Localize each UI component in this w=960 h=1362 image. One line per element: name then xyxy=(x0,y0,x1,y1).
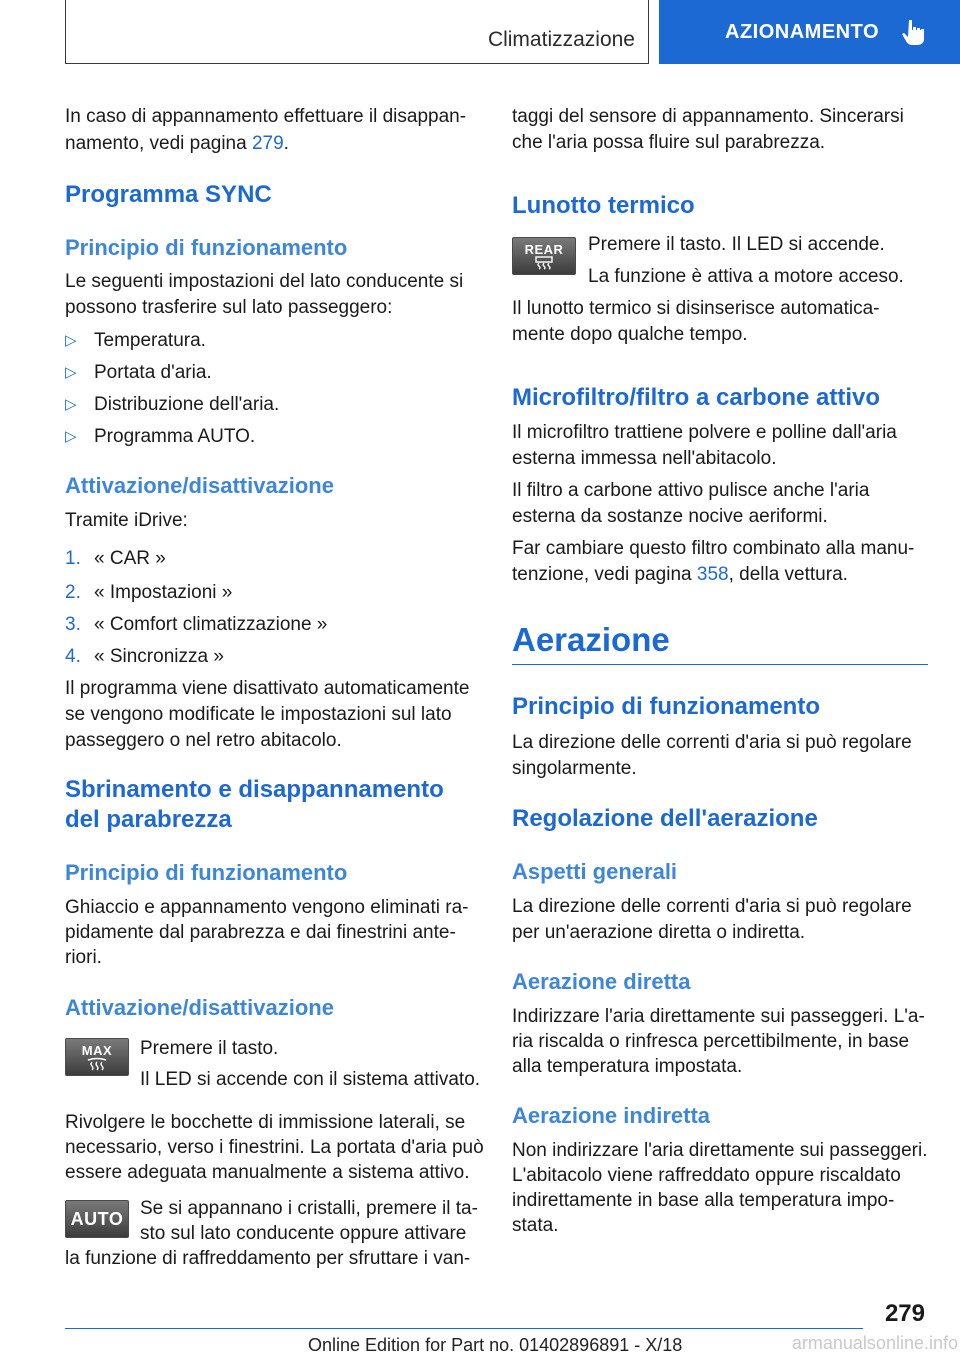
footer-divider xyxy=(65,1328,863,1329)
vents-line-2: necessario, verso i finestrini. La portata d'aria può xyxy=(65,1137,484,1158)
heading-aerazione: Aerazione xyxy=(512,621,670,658)
filter-line-5: Far cambiare questo filtro combinato alla manu‐ xyxy=(512,538,915,559)
heading-defrost-principle: Principio di funzionamento xyxy=(65,860,348,885)
sync-principle-line-1: Le seguenti impostazioni del lato conducente si xyxy=(65,271,464,292)
chapter-tab-label: AZIONAMENTO xyxy=(725,20,880,43)
continuation-line-2: che l'aria possa fluire sul parabrezza. xyxy=(512,132,826,153)
list-item-text: Programma AUTO. xyxy=(94,426,256,447)
list-item-text: Distribuzione dell'aria. xyxy=(94,394,280,415)
vents-line-3: essere adeguata manualmente a sistema attivo. xyxy=(65,1162,470,1183)
auto-button xyxy=(65,1200,129,1238)
direct-line-1: Indirizzare l'aria direttamente sui passeggeri. L'a‐ xyxy=(512,1006,925,1027)
section-title: Climatizzazione xyxy=(487,28,635,51)
filter-line-1: Il microfiltro trattiene polvere e polline dall'aria xyxy=(512,422,897,443)
filter-line-6 xyxy=(512,562,848,587)
sync-note-line-2: se vengono modificate le impostazioni sul lato xyxy=(65,704,452,725)
heading-defrost-line-2: del parabrezza xyxy=(65,806,232,833)
step-text: « Sincronizza » xyxy=(94,646,224,667)
indirect-line-1: Non indirizzare l'aria direttamente sui passeggeri. xyxy=(512,1140,928,1161)
filter-line-3: Il filtro a carbone attivo pulisce anche l'aria xyxy=(512,480,870,501)
step-text: « Impostazioni » xyxy=(94,582,233,603)
auto-text-line-3: la funzione di raffreddamento per sfruttare i van‐ xyxy=(65,1248,471,1269)
step-number: 3. xyxy=(65,614,81,635)
max-defrost-button xyxy=(65,1038,129,1076)
filter-text-end: , della vettura. xyxy=(728,564,848,585)
chapter-divider xyxy=(512,664,928,665)
rear-note-line-2: mente dopo qualche tempo. xyxy=(512,324,748,345)
indirect-line-2: L'abitacolo viene raffreddato oppure riscaldato xyxy=(512,1165,901,1186)
rear-window-heating-icon xyxy=(533,256,555,270)
intro-period: . xyxy=(283,133,289,154)
rear-text-line-2: La funzione è attiva a motore acceso. xyxy=(588,266,904,287)
rear-text-line-1: Premere il tasto. Il LED si accende. xyxy=(588,234,885,255)
page-link-358[interactable]: 358 xyxy=(696,564,729,585)
indirect-line-3: indirettamente in base alla temperatura impo‐ xyxy=(512,1190,895,1211)
windshield-defrost-icon xyxy=(86,1057,108,1071)
step-number: 2. xyxy=(65,582,81,603)
heading-aer-principle: Principio di funzionamento xyxy=(512,693,820,720)
defrost-principle-line-1: Ghiaccio e appannamento vengono eliminati ra‐ xyxy=(65,897,469,918)
rear-button-label: REAR xyxy=(524,241,564,257)
heading-aerazione-indiretta: Aerazione indiretta xyxy=(512,1103,711,1128)
heading-defrost-activation: Attivazione/disattivazione xyxy=(65,995,334,1020)
triangle-bullet-icon: ▷ xyxy=(65,332,77,349)
auto-button-label: AUTO xyxy=(70,1209,124,1229)
defrost-principle-line-3: riori. xyxy=(65,947,102,968)
aer-principle-line-2: singolarmente. xyxy=(512,758,637,779)
idrive-intro: Tramite iDrive: xyxy=(65,510,188,531)
intro-line-2 xyxy=(65,131,289,156)
general-line-2: per un'aerazione diretta o indiretta. xyxy=(512,922,806,943)
auto-text-line-1: Se si appannano i cristalli, premere il ta‐ xyxy=(140,1198,478,1219)
step-text: « Comfort climatizzazione » xyxy=(94,614,328,635)
triangle-bullet-icon: ▷ xyxy=(65,396,77,413)
sync-note-line-3: passeggero o nel retro abitacolo. xyxy=(65,730,342,751)
general-line-1: La direzione delle correnti d'aria si può regolare xyxy=(512,896,912,917)
heading-aspetti-generali: Aspetti generali xyxy=(512,859,678,884)
sync-principle-line-2: possono trasferire sul lato passeggero: xyxy=(65,297,393,318)
filter-line-4: esterna da sostanze nocive aeriformi. xyxy=(512,506,828,527)
continuation-line-1: taggi del sensore di appannamento. Sincerarsi xyxy=(512,106,904,127)
triangle-bullet-icon: ▷ xyxy=(65,428,77,445)
watermark: armanualsonline.info xyxy=(791,1333,958,1353)
max-button-label: MAX xyxy=(81,1042,113,1058)
indirect-line-4: stata. xyxy=(512,1215,559,1236)
max-text-line-2: Il LED si accende con il sistema attivato. xyxy=(140,1069,481,1090)
intro-line-1: In caso di appannamento effettuare il disappan‐ xyxy=(65,106,467,127)
page-number: 279 xyxy=(884,1300,925,1327)
direct-line-2: ria riscalda o rinfresca percettibilmente, in base xyxy=(512,1031,910,1052)
filter-text: tenzione, vedi pagina xyxy=(512,564,697,585)
page-link-279[interactable]: 279 xyxy=(251,133,284,154)
step-text: « CAR » xyxy=(94,548,166,569)
step-number: 1. xyxy=(65,548,81,569)
heading-microfiltro: Microfiltro/filtro a carbone attivo xyxy=(512,384,881,411)
max-text-line-1: Premere il tasto. xyxy=(140,1038,279,1059)
heading-regolazione: Regolazione dell'aerazione xyxy=(512,805,818,832)
filter-line-2: esterna immessa nell'abitacolo. xyxy=(512,448,777,469)
chapter-tab xyxy=(659,0,960,64)
heading-defrost-line-1: Sbrinamento e disappannamento xyxy=(65,776,444,803)
rear-note-line-1: Il lunotto termico si disinserisce automatica‐ xyxy=(512,298,880,319)
heading-lunotto-termico: Lunotto termico xyxy=(512,192,695,219)
rear-defrost-button xyxy=(512,237,576,275)
list-item-text: Temperatura. xyxy=(94,330,206,351)
edition-note: Online Edition for Part no. 01402896891 - X/18 xyxy=(308,1335,683,1355)
pointing-hand-icon xyxy=(901,18,925,46)
intro-text: namento, vedi pagina xyxy=(65,133,252,154)
heading-programma-sync: Programma SYNC xyxy=(65,181,272,208)
triangle-bullet-icon: ▷ xyxy=(65,364,77,381)
sync-note-line-1: Il programma viene disattivato automaticamente xyxy=(65,678,470,699)
direct-line-3: alla temperatura impostata. xyxy=(512,1056,743,1077)
heading-aerazione-diretta: Aerazione diretta xyxy=(512,969,691,994)
auto-text-line-2: sto sul lato conducente oppure attivare xyxy=(140,1223,467,1244)
aer-principle-line-1: La direzione delle correnti d'aria si può regolare xyxy=(512,732,912,753)
defrost-principle-line-2: pidamente dal parabrezza e dai finestrini ante‐ xyxy=(65,922,456,943)
heading-sync-principle: Principio di funzionamento xyxy=(65,235,348,260)
step-number: 4. xyxy=(65,646,81,667)
vents-line-1: Rivolgere le bocchette di immissione laterali, se xyxy=(65,1112,466,1133)
heading-sync-activation: Attivazione/disattivazione xyxy=(65,473,334,498)
list-item-text: Portata d'aria. xyxy=(94,362,212,383)
